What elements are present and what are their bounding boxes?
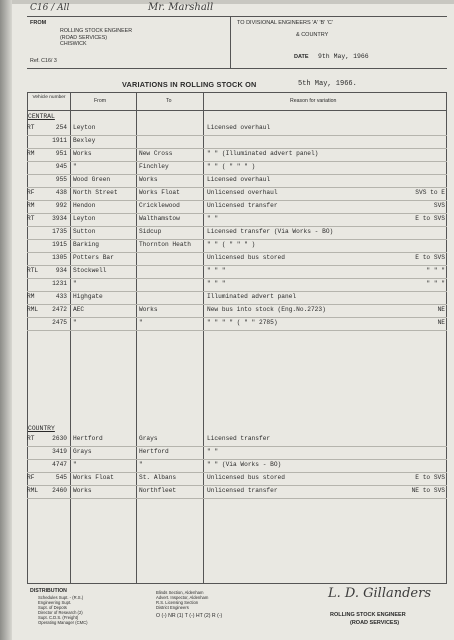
to-location: Hertford bbox=[139, 448, 169, 455]
vehicle-type: RF bbox=[27, 189, 35, 196]
from-location: Potters Bar bbox=[73, 254, 114, 261]
distribution-middle bbox=[156, 590, 208, 610]
section-central-label: CENTRAL bbox=[28, 113, 55, 120]
page-top-edge bbox=[12, 0, 454, 4]
col-header-to: To bbox=[166, 98, 172, 104]
table-row bbox=[27, 214, 447, 227]
table-bottom-rule bbox=[27, 583, 447, 584]
to-location: Cricklewood bbox=[139, 202, 180, 209]
vehicle-number: 1915 bbox=[52, 241, 67, 248]
to-location: Grays bbox=[139, 435, 158, 442]
dist-left-item: Director of Research (2) bbox=[38, 610, 83, 615]
vehicle-number: 992 bbox=[55, 202, 67, 209]
to-location: " bbox=[139, 319, 143, 326]
from-label: FROM bbox=[30, 20, 47, 26]
form-title-date: 5th May, 1966. bbox=[298, 80, 357, 88]
table-row bbox=[27, 447, 447, 460]
code-text: E to SVS bbox=[415, 474, 445, 481]
to-location: Works Float bbox=[139, 189, 180, 196]
to-location: New Cross bbox=[139, 150, 173, 157]
vehicle-number: 951 bbox=[55, 150, 67, 157]
reason-text: Unlicensed bus stored bbox=[207, 474, 285, 481]
vehicle-number: 934 bbox=[55, 267, 67, 274]
vehicle-number: 433 bbox=[55, 293, 67, 300]
from-location: Barking bbox=[73, 241, 99, 248]
table-row bbox=[27, 123, 447, 136]
distribution-left bbox=[38, 595, 88, 625]
code-text: " " " bbox=[426, 280, 445, 287]
code-text: SVS to E bbox=[415, 189, 445, 196]
reason-text: Licensed overhaul bbox=[207, 176, 271, 183]
reference: Ref. C16/ 3 bbox=[30, 58, 57, 64]
from-location: Wood Green bbox=[73, 176, 111, 183]
reason-text: Illuminated advert panel bbox=[207, 293, 297, 300]
to-location: " bbox=[139, 461, 143, 468]
distribution-codes: O (-) NR (1) T (-) HT (2) R (-) bbox=[156, 613, 223, 619]
table-row bbox=[27, 162, 447, 175]
from-address bbox=[60, 28, 132, 48]
date-value: 9th May, 1966 bbox=[318, 53, 369, 60]
reason-text: Licensed transfer bbox=[207, 435, 271, 442]
table-row bbox=[27, 240, 447, 253]
vehicle-number: 2630 bbox=[52, 435, 67, 442]
from-line-3: CHISWICK bbox=[60, 41, 87, 47]
to-location: Walthamstow bbox=[139, 215, 180, 222]
vehicle-type: RM bbox=[27, 150, 35, 157]
reason-text: " " bbox=[207, 448, 219, 455]
reason-text: Licensed transfer (Via Works - BO) bbox=[207, 228, 334, 235]
vehicle-number: 1231 bbox=[52, 280, 67, 287]
reason-text: Licensed overhaul bbox=[207, 124, 271, 131]
col-header-from: From bbox=[94, 98, 107, 104]
table-row bbox=[27, 486, 447, 499]
table-row bbox=[27, 279, 447, 292]
vehicle-number: 1305 bbox=[52, 254, 67, 261]
vehicle-number: 3419 bbox=[52, 448, 67, 455]
table-top-rule bbox=[27, 92, 447, 93]
header-bottom-rule bbox=[27, 68, 447, 69]
table-row bbox=[27, 266, 447, 279]
from-location: Bexley bbox=[73, 137, 96, 144]
vehicle-type: RML bbox=[27, 306, 39, 313]
from-line-1: ROLLING STOCK ENGINEER bbox=[60, 28, 133, 34]
code-text: NE bbox=[437, 306, 445, 313]
from-location: " bbox=[73, 163, 77, 170]
code-text: NE to SVS bbox=[411, 487, 445, 494]
from-location: Grays bbox=[73, 448, 92, 455]
vehicle-number: 1911 bbox=[52, 137, 67, 144]
vehicle-type: RF bbox=[27, 474, 35, 481]
sign-title-1: ROLLING STOCK ENGINEER bbox=[330, 612, 406, 618]
table-row bbox=[27, 227, 447, 240]
table-row bbox=[27, 175, 447, 188]
from-location: Hertford bbox=[73, 435, 103, 442]
to-location: Northfleet bbox=[139, 487, 177, 494]
table-row bbox=[27, 305, 447, 318]
vehicle-number: 1735 bbox=[52, 228, 67, 235]
dist-mid-item: Advert. Inspector, Aldenham bbox=[156, 595, 209, 600]
vehicle-type: RM bbox=[27, 293, 35, 300]
vehicle-number: 2475 bbox=[52, 319, 67, 326]
reason-text: New bus into stock (Eng.No.2723) bbox=[207, 306, 326, 313]
vehicle-type: RML bbox=[27, 487, 39, 494]
table-row bbox=[27, 292, 447, 305]
vehicle-number: 955 bbox=[55, 176, 67, 183]
table-row bbox=[27, 253, 447, 266]
dist-left-item: Engineering Supt. bbox=[38, 600, 72, 605]
to-location: Works bbox=[139, 176, 158, 183]
to-location: St. Albans bbox=[139, 474, 177, 481]
distribution-label: DISTRIBUTION bbox=[30, 588, 67, 594]
code-text: SVS bbox=[433, 202, 445, 209]
from-location: North Street bbox=[73, 189, 118, 196]
code-text: " " " bbox=[426, 267, 445, 274]
dist-left-item: Supt. C.D.S. (Freight) bbox=[38, 615, 79, 620]
vehicle-number: 254 bbox=[55, 124, 67, 131]
dist-left-item: Supt. of Depots bbox=[38, 605, 67, 610]
vehicle-number: 2472 bbox=[52, 306, 67, 313]
reason-text: " " ( " " " ) bbox=[207, 163, 256, 170]
reason-text: Unlicensed transfer bbox=[207, 487, 278, 494]
vehicle-type: RTL bbox=[27, 267, 39, 274]
vehicle-type: RT bbox=[27, 435, 35, 442]
vehicle-number: 945 bbox=[55, 163, 67, 170]
from-location: " bbox=[73, 319, 77, 326]
from-line-2: (ROAD SERVICES) bbox=[60, 34, 107, 41]
col-header-vehicle: Vehicle number bbox=[32, 95, 66, 100]
table-row bbox=[27, 136, 447, 149]
reason-text: " " bbox=[207, 215, 219, 222]
date-label: DATE bbox=[294, 54, 309, 60]
vehicle-number: 438 bbox=[55, 189, 67, 196]
dist-mid-item: District Engineers bbox=[156, 605, 189, 610]
from-location: " bbox=[73, 461, 77, 468]
vehicle-number: 545 bbox=[55, 474, 67, 481]
reason-text: Unlicensed bus stored bbox=[207, 254, 285, 261]
from-location: Leyton bbox=[73, 215, 96, 222]
reason-text: " " " " ( " " 2785) bbox=[207, 319, 278, 326]
table-row bbox=[27, 318, 447, 331]
table-row bbox=[27, 460, 447, 473]
to-location: Sidcup bbox=[139, 228, 162, 235]
from-location: Hendon bbox=[73, 202, 96, 209]
from-location: Works bbox=[73, 487, 92, 494]
page-binding-shadow bbox=[0, 0, 12, 640]
reason-text: " " ( " " " ) bbox=[207, 241, 256, 248]
reason-text: Unlicensed transfer bbox=[207, 202, 278, 209]
vehicle-type: RT bbox=[27, 124, 35, 131]
vehicle-number: 2460 bbox=[52, 487, 67, 494]
sign-title-2: (ROAD SERVICES) bbox=[350, 620, 400, 626]
from-location: Stockwell bbox=[73, 267, 107, 274]
table-row bbox=[27, 149, 447, 162]
vehicle-number: 3934 bbox=[52, 215, 67, 222]
from-location: Works bbox=[73, 150, 92, 157]
code-text: E to SVS bbox=[415, 215, 445, 222]
from-location: AEC bbox=[73, 306, 85, 313]
from-location: Highgate bbox=[73, 293, 103, 300]
table-row bbox=[27, 201, 447, 214]
reason-text: " " (Via Works - BO) bbox=[207, 461, 282, 468]
vehicle-type: RM bbox=[27, 202, 35, 209]
vehicle-number: 4747 bbox=[52, 461, 67, 468]
to-line-1: TO DIVISIONAL ENGINEERS 'A' 'B' 'C' bbox=[237, 20, 333, 26]
from-location: Leyton bbox=[73, 124, 96, 131]
from-location: Works Float bbox=[73, 474, 114, 481]
signature: L. D. Gillanders bbox=[328, 586, 432, 601]
table-header-rule bbox=[27, 110, 447, 111]
to-location: Thornton Heath bbox=[139, 241, 191, 248]
reason-text: " " (Illuminated advert panel) bbox=[207, 150, 319, 157]
table-row bbox=[27, 473, 447, 486]
reason-text: " " " bbox=[207, 267, 226, 274]
code-text: E to SVS bbox=[415, 254, 445, 261]
reason-text: " " " bbox=[207, 280, 226, 287]
header-top-rule bbox=[27, 16, 447, 17]
dist-left-item: Schedules Supt. - (R.S.) bbox=[38, 595, 84, 600]
section-country-label: COUNTRY bbox=[28, 425, 55, 432]
dist-left-item: Operating Manager (CMC) bbox=[38, 620, 88, 625]
reason-text: Unlicensed overhaul bbox=[207, 189, 278, 196]
col-header-reason: Reason for variation bbox=[290, 98, 337, 104]
handwritten-recipient: Mr. Marshall bbox=[148, 2, 214, 13]
from-location: Sutton bbox=[73, 228, 96, 235]
dist-mid-item: Blinds Section, Aldenham bbox=[156, 590, 204, 595]
to-location: Works bbox=[139, 306, 158, 313]
header-divider bbox=[230, 16, 231, 68]
from-location: " bbox=[73, 280, 77, 287]
code-text: NE bbox=[437, 319, 445, 326]
dist-mid-item: R.S. Licensing Section bbox=[156, 600, 199, 605]
form-title: VARIATIONS IN ROLLING STOCK ON bbox=[122, 80, 257, 89]
vehicle-type: RT bbox=[27, 215, 35, 222]
handwritten-codes: C16 / All bbox=[30, 3, 70, 13]
to-line-2: & COUNTRY bbox=[296, 32, 329, 38]
to-location: Finchley bbox=[139, 163, 169, 170]
table-row bbox=[27, 188, 447, 201]
table-row bbox=[27, 434, 447, 447]
